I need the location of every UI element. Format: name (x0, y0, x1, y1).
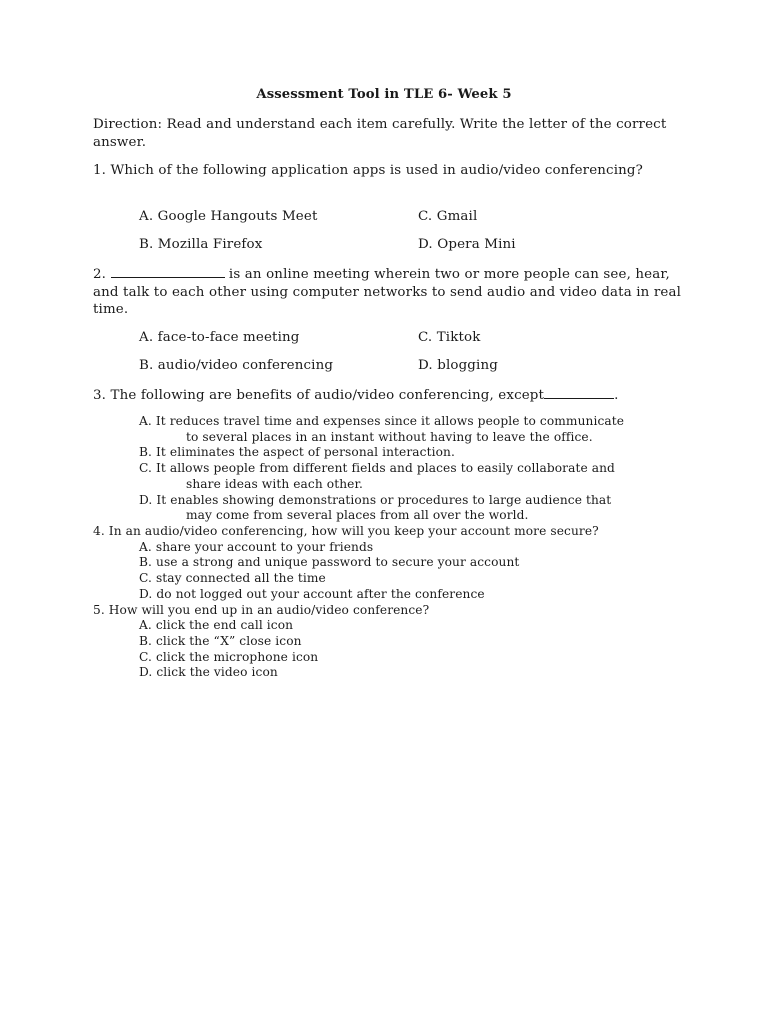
q3-option-c-line2: share ideas with each other. (186, 477, 364, 491)
answer-blank (111, 266, 225, 278)
q1-option-d: D. Opera Mini (418, 237, 516, 252)
q3-option-b: B. It eliminates the aspect of personal interaction. (139, 445, 455, 459)
q2-option-d: D. blogging (418, 358, 498, 373)
question-3-text: 3. The following are benefits of audio/video conferencing, except (93, 388, 545, 403)
q1-option-a: A. Google Hangouts Meet (139, 209, 318, 224)
q3-option-d-line1: D. It enables showing demonstrations or procedures to large audience that (139, 493, 612, 507)
q3-option-d-line2: may come from several places from all over the world. (186, 508, 529, 522)
q2-option-b: B. audio/video conferencing (139, 358, 334, 373)
question-1: 1. Which of the following application apps is used in audio/video conferencing? (93, 163, 643, 178)
directions: Direction: Read and understand each item carefully. Write the letter of the correct answer. (93, 117, 667, 150)
q4-option-d: D. do not logged out your account after the conference (139, 587, 485, 601)
question-4: 4. In an audio/video conferencing, how will you keep your account more secure? (93, 524, 599, 538)
question-2-text: is an online meeting wherein two or more people can see, hear, and talk to each other using computer networks to send audio and video data in real time. (93, 267, 682, 317)
q5-option-a: A. click the end call icon (139, 618, 294, 632)
q4-option-a: A. share your account to your friends (139, 540, 374, 554)
q4-option-b: B. use a strong and unique password to secure your account (139, 555, 520, 569)
document-title: Assessment Tool in TLE 6- Week 5 (256, 87, 512, 102)
q3-option-a-line2: to several places in an instant without having to leave the office. (186, 430, 593, 444)
q3-option-a-line1: A. It reduces travel time and expenses since it allows people to communicate (139, 414, 625, 428)
answer-blank (544, 387, 614, 399)
q5-option-b: B. click the “X” close icon (139, 634, 302, 648)
question-2 (93, 266, 683, 319)
q4-option-c: C. stay connected all the time (139, 571, 326, 585)
q1-option-c: C. Gmail (418, 209, 478, 224)
question-3 (93, 387, 618, 403)
q5-option-d: D. click the video icon (139, 665, 278, 679)
q3-option-c-line1: C. It allows people from different fields and places to easily collaborate and (139, 461, 615, 475)
question-2-number: 2. (93, 267, 107, 282)
q5-option-c: C. click the microphone icon (139, 650, 319, 664)
q1-option-b: B. Mozilla Firefox (139, 237, 263, 252)
q2-option-c: C. Tiktok (418, 330, 481, 345)
q2-option-a: A. face-to-face meeting (139, 330, 300, 345)
question-5: 5. How will you end up in an audio/video conference? (93, 603, 430, 617)
question-3-end: . (614, 388, 619, 403)
